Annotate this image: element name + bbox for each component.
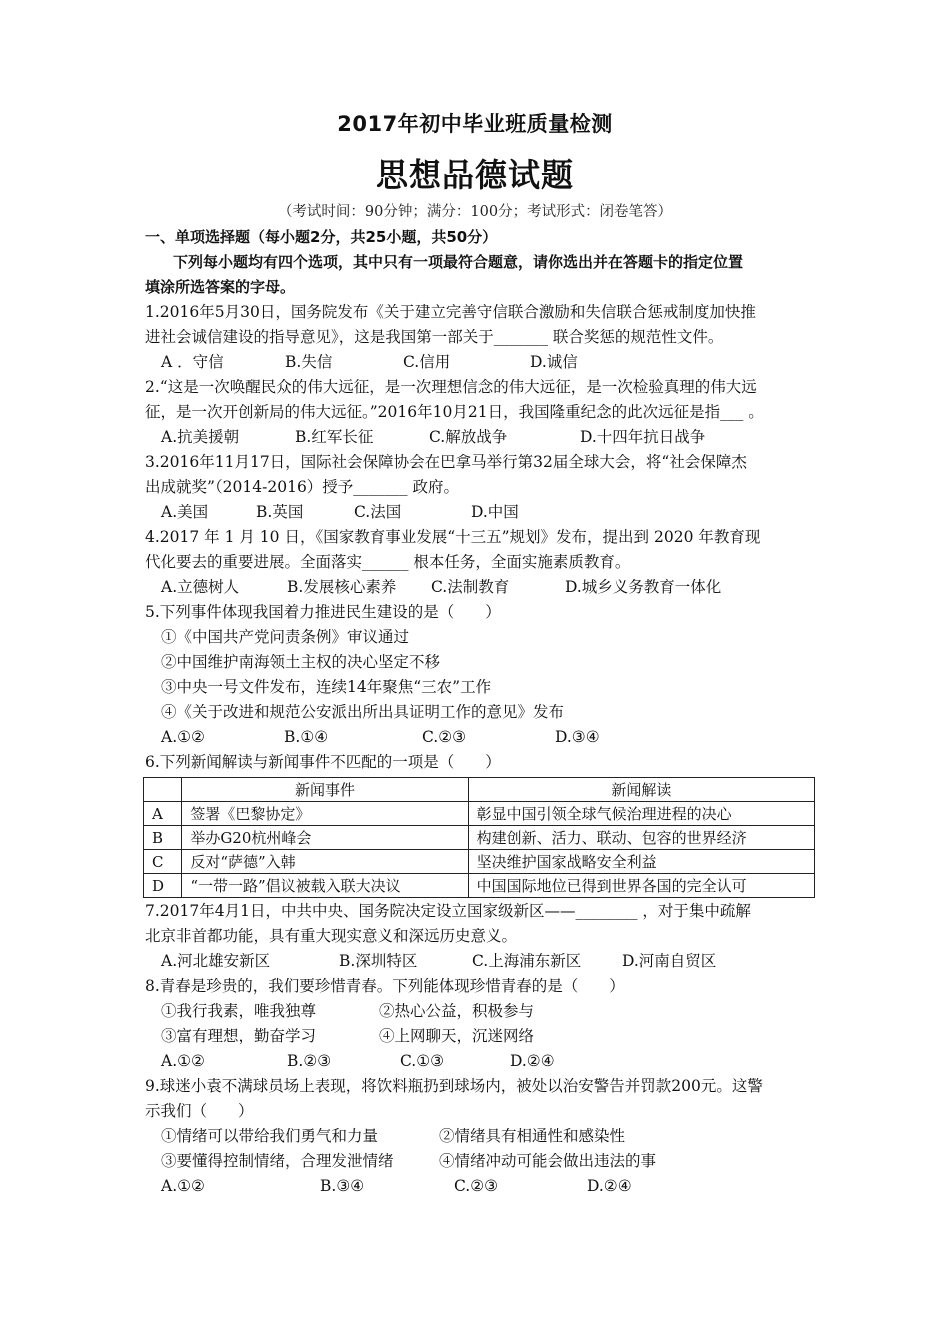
option-a: A.立德树人: [161, 578, 240, 596]
option-a: A.美国: [161, 503, 209, 521]
table-header: [144, 778, 182, 802]
option-a: A ．守信: [161, 353, 224, 371]
question-text: 出成就奖”（2014-2016）授予_______ 政府。: [145, 478, 459, 496]
option-c: C.上海浦东新区: [472, 952, 582, 970]
table-row: [144, 874, 815, 898]
option-d: D.②④: [510, 1052, 555, 1070]
option-c: C.②③: [454, 1177, 499, 1195]
statement: ①我行我素，唯我独尊: [161, 1002, 317, 1020]
table-cell: 彰显中国引领全球气候治理进程的决心: [468, 802, 814, 826]
statement-row: [145, 1149, 813, 1174]
table-cell: 签署《巴黎协定》: [182, 802, 468, 826]
question-1: [145, 300, 813, 375]
question-text: 示我们（ ）: [145, 1102, 254, 1120]
instruction-line: 下列每小题均有四个选项，其中只有一项最符合题意，请你选出并在答题卡的指定位置: [173, 253, 744, 271]
options-row: [145, 1174, 813, 1199]
option-c: C.①③: [400, 1052, 445, 1070]
option-c: C.②③: [422, 728, 467, 746]
table-row: [144, 850, 815, 874]
question-text: 8.青春是珍贵的，我们要珍惜青春。下列能体现珍惜青春的是（ ）: [145, 977, 625, 995]
question-8: [145, 974, 813, 1074]
options-row: [145, 575, 813, 600]
table-cell: 坚决维护国家战略安全利益: [468, 850, 814, 874]
table-cell: C: [144, 850, 182, 874]
table-header: 新闻事件: [182, 778, 468, 802]
option-b: B.深圳特区: [339, 952, 418, 970]
statement: ①《中国共产党问责条例》审议通过: [161, 628, 410, 646]
table-cell: 举办G20杭州峰会: [182, 826, 468, 850]
question-text: 进社会诚信建设的指导意见》，这是我国第一部关于_______ 联合奖惩的规范性文件。: [145, 328, 724, 346]
table-cell: D: [144, 874, 182, 898]
section-heading: 一、单项选择题（每小题2分，共25小题，共50分）: [145, 228, 498, 246]
question-3: [145, 450, 813, 525]
table-cell: 反对“萨德”入韩: [182, 850, 468, 874]
question-text: 4.2017 年 1 月 10 日，《国家教育事业发展“十三五”规划》发布，提出到 2020 年教育现: [145, 528, 761, 546]
statement: ②中国维护南海领土主权的决心坚定不移: [161, 653, 441, 671]
question-4: [145, 525, 813, 600]
option-b: B.英国: [256, 503, 304, 521]
option-d: D.②④: [587, 1177, 632, 1195]
question-text: 3.2016年11月17日，国际社会保障协会在巴拿马举行第32届全球大会，将“社会保障杰: [145, 453, 747, 471]
question-7: [145, 899, 813, 974]
option-b: B.②③: [287, 1052, 332, 1070]
table-row: [144, 802, 815, 826]
question-text: 征，是一次开创新局的伟大远征。”2016年10月21日，我国隆重纪念的此次远征是指___ 。: [145, 403, 764, 421]
table-header: 新闻解读: [468, 778, 814, 802]
option-d: D.十四年抗日战争: [580, 428, 706, 446]
option-a: A.①②: [161, 1177, 205, 1195]
exam-content: [145, 225, 813, 1199]
option-b: B.发展核心素养: [287, 578, 397, 596]
option-d: D.河南自贸区: [622, 952, 717, 970]
statement: ②情绪具有相通性和感染性: [439, 1127, 626, 1145]
question-2: [145, 375, 813, 450]
table-cell: B: [144, 826, 182, 850]
question-text: 1.2016年5月30日，国务院发布《关于建立完善守信联合激励和失信联合惩戒制度加快推: [145, 303, 756, 321]
statement: ④情绪冲动可能会做出违法的事: [439, 1152, 657, 1170]
statement: ③要懂得控制情绪，合理发泄情绪: [161, 1152, 394, 1170]
options-row: [145, 350, 813, 375]
exam-title: 2017年初中毕业班质量检测: [337, 112, 613, 136]
statement: ①情绪可以带给我们勇气和力量: [161, 1127, 379, 1145]
question-text: 北京非首都功能，具有重大现实意义和深远历史意义。: [145, 927, 518, 945]
options-row: [145, 725, 813, 750]
question-6: [145, 750, 813, 898]
table-row: [144, 826, 815, 850]
statement-row: [145, 1024, 813, 1049]
options-row: [145, 500, 813, 525]
option-a: A.①②: [161, 728, 205, 746]
options-row: [145, 949, 813, 974]
option-d: D.③④: [555, 728, 600, 746]
table-cell: “一带一路”倡议被载入联大决议: [182, 874, 468, 898]
question-text: 2.“这是一次唤醒民众的伟大远征，是一次理想信念的伟大远征，是一次检验真理的伟大远: [145, 378, 757, 396]
exam-info: （考试时间：90分钟；满分：100分；考试形式：闭卷笔答）: [277, 204, 673, 220]
news-table: [143, 777, 815, 898]
table-cell: 中国国际地位已得到世界各国的完全认可: [468, 874, 814, 898]
question-9: [145, 1074, 813, 1199]
option-c: C.解放战争: [429, 428, 508, 446]
options-row: [145, 425, 813, 450]
subject-title: 思想品德试题: [375, 156, 574, 194]
table-cell: A: [144, 802, 182, 826]
options-row: [145, 1049, 813, 1074]
option-a: A.河北雄安新区: [161, 952, 271, 970]
option-d: D.诚信: [530, 353, 578, 371]
statement: ③富有理想，勤奋学习: [161, 1027, 317, 1045]
option-a: A.①②: [161, 1052, 205, 1070]
option-d: D.中国: [471, 503, 519, 521]
question-text: 5.下列事件体现我国着力推进民生建设的是（ ）: [145, 603, 501, 621]
table-cell: 构建创新、活力、联动、包容的世界经济: [468, 826, 814, 850]
option-c: C.法国: [354, 503, 402, 521]
question-5: [145, 600, 813, 750]
option-b: B.①④: [284, 728, 329, 746]
option-a: A.抗美援朝: [161, 428, 240, 446]
option-d: D.城乡义务教育一体化: [565, 578, 722, 596]
table-header-row: [144, 778, 815, 802]
option-c: C.信用: [403, 353, 451, 371]
statement: ④上网聊天，沉迷网络: [379, 1027, 535, 1045]
statement-row: [145, 999, 813, 1024]
option-c: C.法制教育: [431, 578, 510, 596]
option-b: B.失信: [285, 353, 333, 371]
option-b: B.红军长征: [295, 428, 374, 446]
question-text: 7.2017年4月1日，中共中央、国务院决定设立国家级新区——________ ，对于集中疏解: [145, 902, 751, 920]
question-text: 6.下列新闻解读与新闻事件不匹配的一项是（ ）: [145, 753, 501, 771]
statement-row: [145, 1124, 813, 1149]
question-text: 代化要去的重要进展。全面落实______ 根本任务，全面实施素质教育。: [145, 553, 631, 571]
instruction-line: 填涂所选答案的字母。: [145, 278, 296, 296]
statement: ②热心公益，积极参与: [379, 1002, 535, 1020]
statement: ③中央一号文件发布，连续14年聚焦“三农”工作: [161, 678, 492, 696]
question-text: 9.球迷小袁不满球员场上表现，将饮料瓶扔到球场内，被处以治安警告并罚款200元。这警: [145, 1077, 763, 1095]
statement: ④《关于改进和规范公安派出所出具证明工作的意见》发布: [161, 703, 565, 721]
option-b: B.③④: [320, 1177, 365, 1195]
